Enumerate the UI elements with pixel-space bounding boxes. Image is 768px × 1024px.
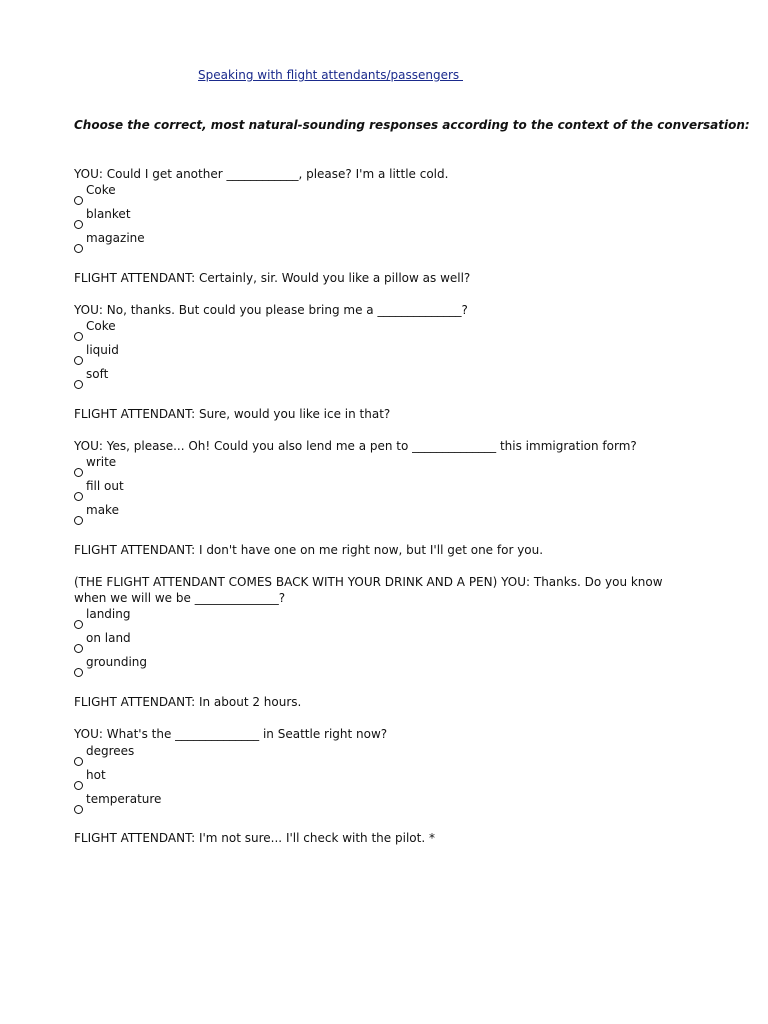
- q5-option-1-radio[interactable]: [74, 757, 83, 766]
- q2-option-2-radio[interactable]: [74, 356, 83, 365]
- q4-option-3-radio[interactable]: [74, 668, 83, 677]
- q1-option-label: blanket: [86, 207, 131, 221]
- question-5-prompt: YOU: What's the ______________ in Seattle right now?: [74, 727, 388, 741]
- q3-option-label: make: [86, 503, 119, 517]
- q2-option-1-radio[interactable]: [74, 332, 83, 341]
- instructions: Choose the correct, most natural-sounding responses according to the context of the conversation:: [74, 118, 750, 132]
- attendant-line-4: FLIGHT ATTENDANT: In about 2 hours.: [74, 695, 302, 709]
- q5-option-label: hot: [86, 768, 106, 782]
- question-4-prompt: (THE FLIGHT ATTENDANT COMES BACK WITH YOUR DRINK AND A PEN) YOU: Thanks. Do you know when we will we be ______________?: [74, 575, 663, 605]
- q4-option-label: on land: [86, 631, 131, 645]
- question-3-prompt: YOU: Yes, please... Oh! Could you also lend me a pen to ______________ this immigration form?: [74, 439, 637, 453]
- q3-option-2-radio[interactable]: [74, 492, 83, 501]
- q1-option-label: Coke: [86, 183, 116, 197]
- question-2-prompt: YOU: No, thanks. But could you please bring me a ______________?: [74, 303, 468, 317]
- q3-option-3-radio[interactable]: [74, 516, 83, 525]
- attendant-line-3: FLIGHT ATTENDANT: I don't have one on me right now, but I'll get one for you.: [74, 543, 544, 557]
- q4-option-2-radio[interactable]: [74, 644, 83, 653]
- q4-option-label: grounding: [86, 655, 148, 669]
- q1-option-1-radio[interactable]: [74, 196, 83, 205]
- attendant-line-1: FLIGHT ATTENDANT: Certainly, sir. Would you like a pillow as well?: [74, 271, 471, 285]
- q1-option-2-radio[interactable]: [74, 220, 83, 229]
- attendant-line-5: [74, 830, 435, 846]
- page-title[interactable]: Speaking with flight attendants/passengers: [198, 68, 463, 82]
- q3-option-label: write: [86, 455, 117, 469]
- required-marker: *: [428, 831, 435, 845]
- question-1-prompt: YOU: Could I get another ____________, please? I'm a little cold.: [74, 167, 449, 181]
- q4-option-label: landing: [86, 607, 131, 621]
- q2-option-label: soft: [86, 367, 109, 381]
- q2-option-label: Coke: [86, 319, 116, 333]
- attendant-line-2: FLIGHT ATTENDANT: Sure, would you like ice in that?: [74, 407, 391, 421]
- q1-option-3-radio[interactable]: [74, 244, 83, 253]
- q1-option-label: magazine: [86, 231, 145, 245]
- q2-option-3-radio[interactable]: [74, 380, 83, 389]
- q2-option-label: liquid: [86, 343, 119, 357]
- q5-option-label: degrees: [86, 744, 135, 758]
- q5-option-3-radio[interactable]: [74, 805, 83, 814]
- q3-option-label: fill out: [86, 479, 124, 493]
- q3-option-1-radio[interactable]: [74, 468, 83, 477]
- q5-option-2-radio[interactable]: [74, 781, 83, 790]
- q5-option-label: temperature: [86, 792, 162, 806]
- q4-option-1-radio[interactable]: [74, 620, 83, 629]
- attendant-line-5-text: FLIGHT ATTENDANT: I'm not sure... I'll check with the pilot.: [74, 831, 426, 845]
